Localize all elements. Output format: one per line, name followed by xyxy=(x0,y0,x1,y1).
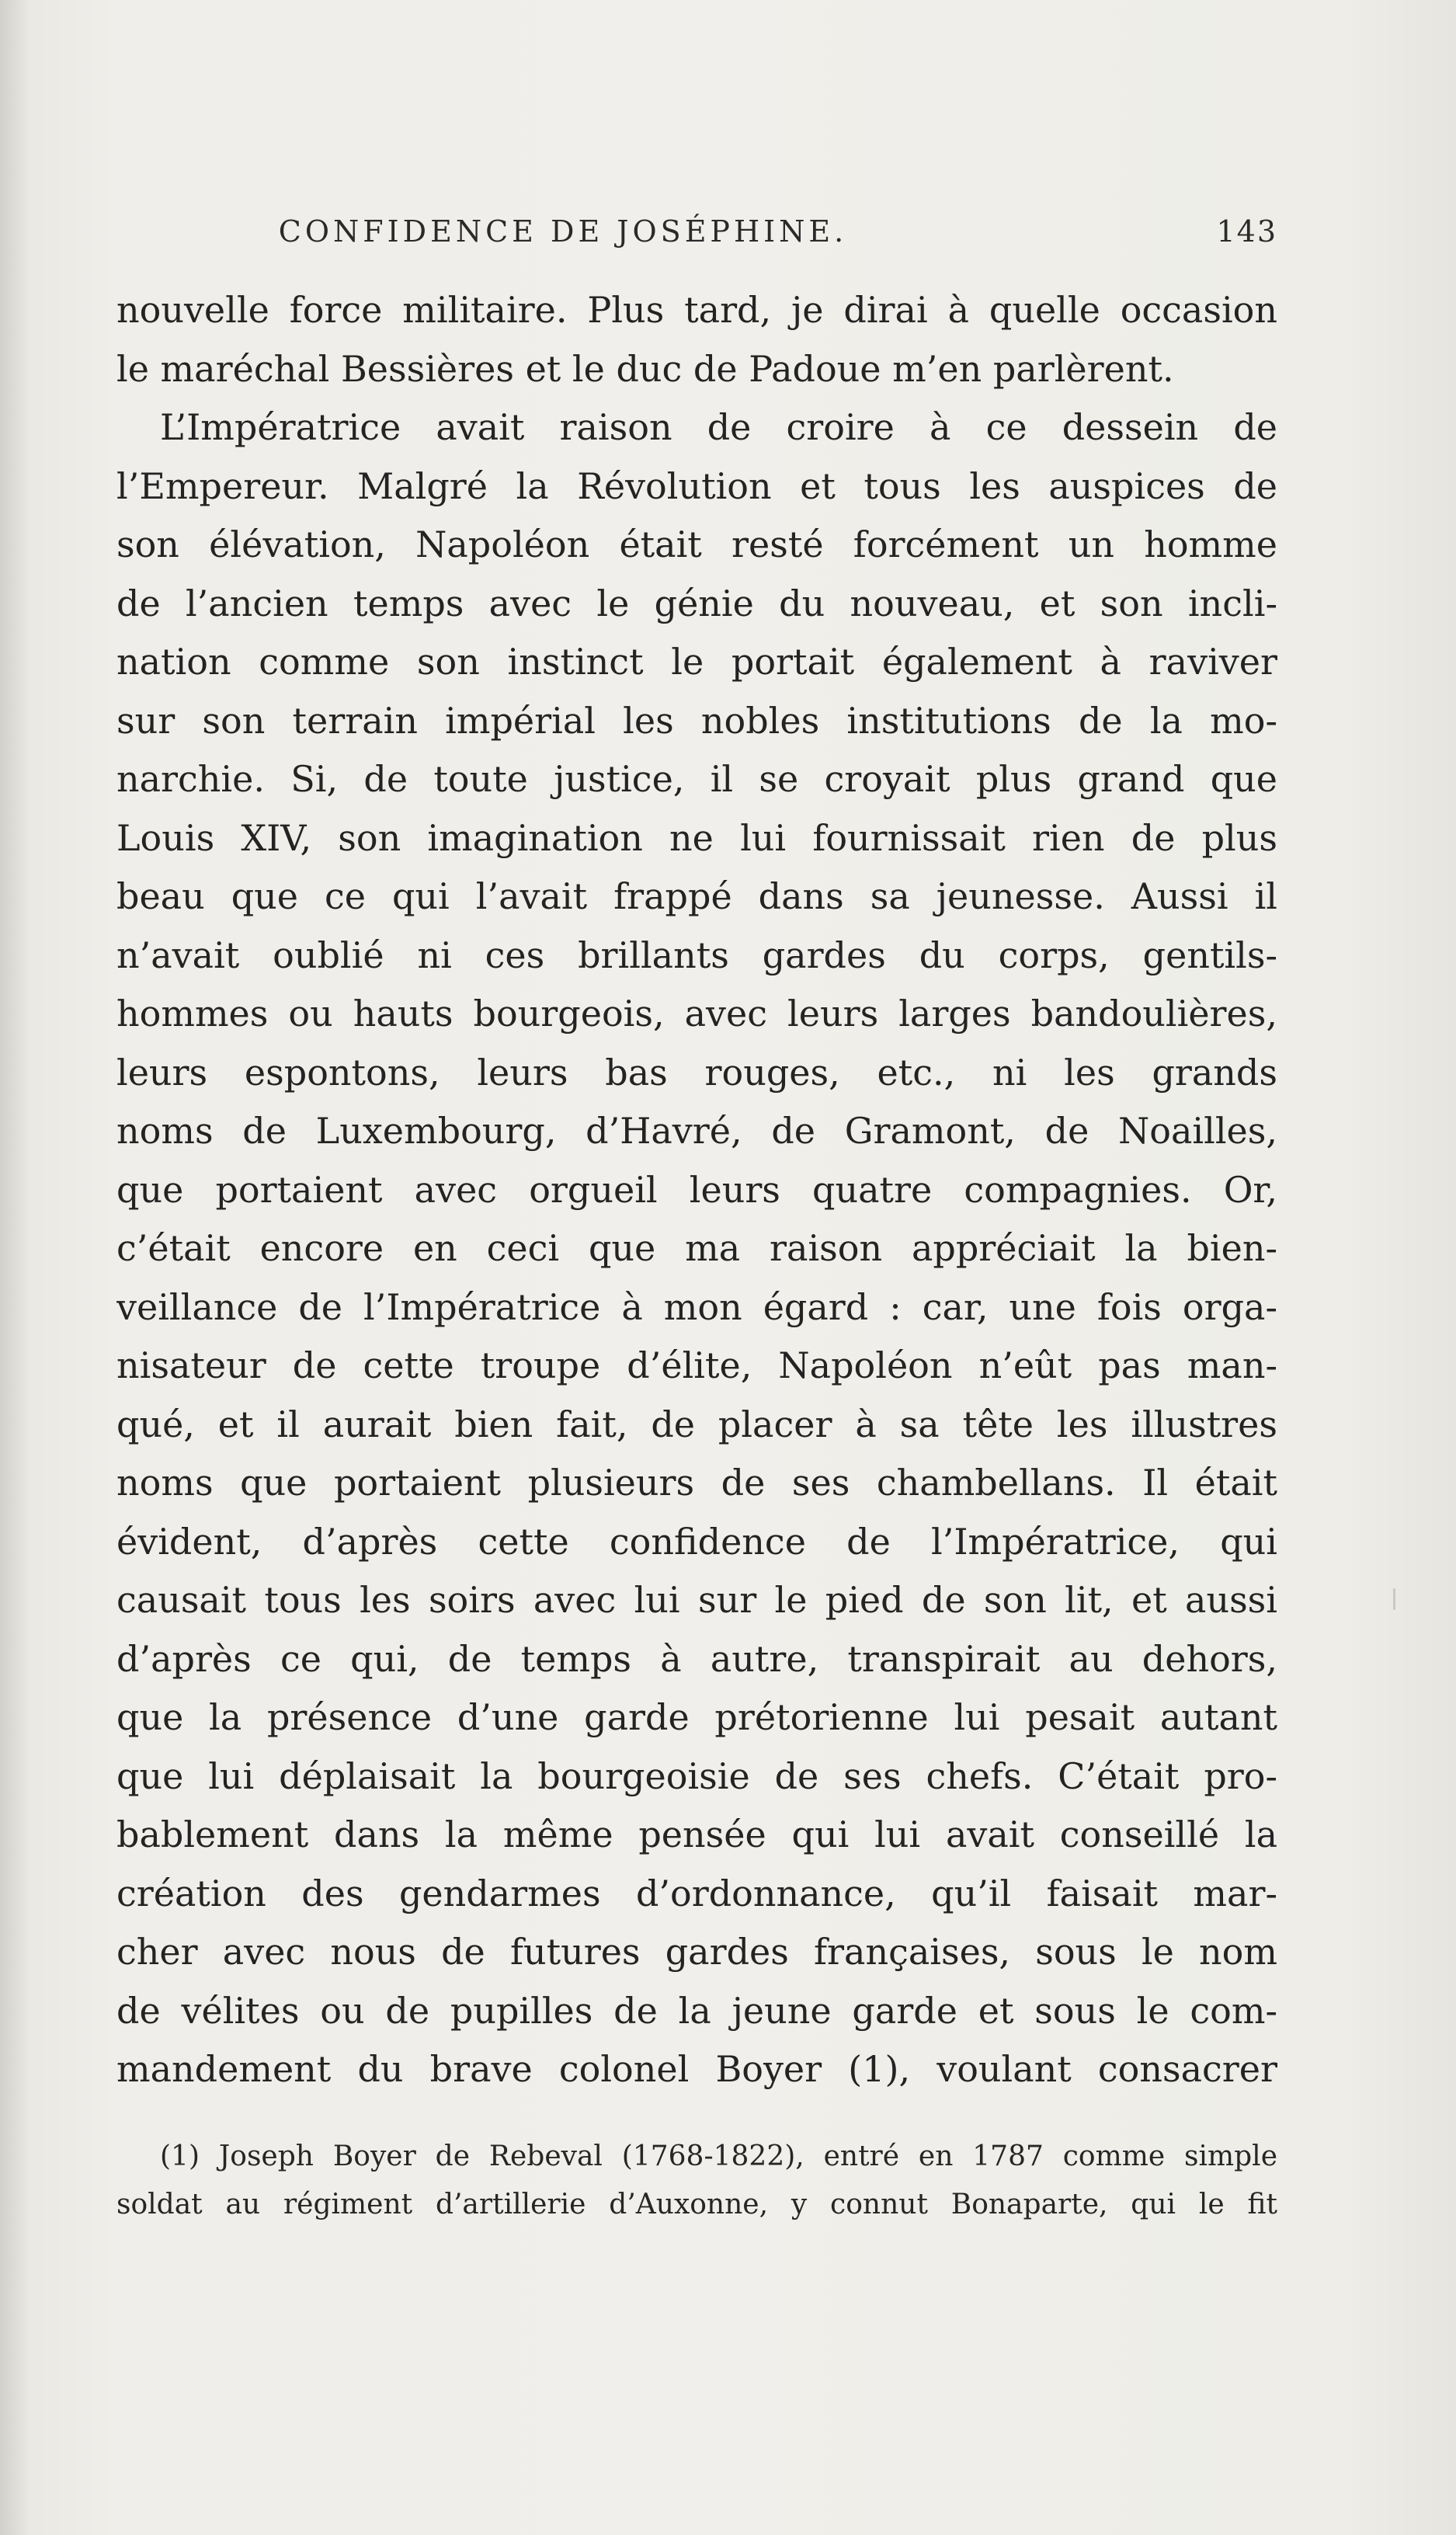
text-line: L’Impératrice avait raison de croire à ce dessein de xyxy=(160,406,1277,448)
text-line: le maréchal Bessières et le duc de Padoue m’en parlèrent. xyxy=(116,347,1174,390)
text-line: d’après ce qui, de temps à autre, transpirait au dehors, xyxy=(116,1637,1277,1680)
text-line: noms de Luxembourg, d’Havré, de Gramont, de Noailles, xyxy=(116,1110,1277,1152)
text-line: hommes ou hauts bourgeois, avec leurs larges bandoulières, xyxy=(116,993,1277,1035)
text-line: beau que ce qui l’avait frappé dans sa jeunesse. Aussi il xyxy=(116,875,1277,917)
text-line: c’était encore en ceci que ma raison appréciait la bien- xyxy=(116,1227,1277,1269)
footnote-line: (1) Joseph Boyer de Rebeval (1768-1822), entré en 1787 comme simple xyxy=(160,2140,1277,2172)
text-line: causait tous les soirs avec lui sur le pied de son lit, et aussi xyxy=(116,1579,1277,1621)
text-line: mandement du brave colonel Boyer (1), voulant consacrer xyxy=(116,2048,1277,2090)
text-line: veillance de l’Impératrice à mon égard : car, une fois orga- xyxy=(116,1285,1277,1328)
text-line: leurs espontons, leurs bas rouges, etc., ni les grands xyxy=(116,1051,1277,1094)
text-line: nouvelle force militaire. Plus tard, je dirai à quelle occasion xyxy=(116,289,1277,331)
text-line: bablement dans la même pensée qui lui avait conseillé la xyxy=(116,1813,1277,1855)
text-line: évident, d’après cette confidence de l’Impératrice, qui xyxy=(116,1520,1277,1563)
text-line: sur son terrain impérial les nobles institutions de la mo- xyxy=(116,699,1277,742)
text-line: création des gendarmes d’ordonnance, qu’il faisait mar- xyxy=(116,1872,1277,1914)
text-line: son élévation, Napoléon était resté forcément un homme xyxy=(116,523,1277,565)
margin-mark xyxy=(1393,1588,1395,1610)
page-number: 143 xyxy=(1216,214,1277,249)
text-line: l’Empereur. Malgré la Révolution et tous les auspices de xyxy=(116,464,1277,507)
text-line: nisateur de cette troupe d’élite, Napoléon n’eût pas man- xyxy=(116,1344,1277,1386)
text-line: que lui déplaisait la bourgeoisie de ses chefs. C’était pro- xyxy=(116,1754,1277,1797)
text-line: que la présence d’une garde prétorienne lui pesait autant xyxy=(116,1696,1277,1738)
text-line: noms que portaient plusieurs de ses chambellans. Il était xyxy=(116,1462,1277,1504)
body-text xyxy=(116,281,1277,2099)
text-line: de l’ancien temps avec le génie du nouveau, et son incli- xyxy=(116,582,1277,624)
page-header xyxy=(116,210,1277,264)
text-line: n’avait oublié ni ces brillants gardes du corps, gentils- xyxy=(116,934,1277,976)
text-line: de vélites ou de pupilles de la jeune garde et sous le com- xyxy=(116,1989,1277,2032)
footnotes xyxy=(116,2133,1277,2229)
text-line: que portaient avec orgueil leurs quatre compagnies. Or, xyxy=(116,1168,1277,1211)
text-line: Louis XIV, son imagination ne lui fournissait rien de plus xyxy=(116,816,1277,859)
text-line: cher avec nous de futures gardes françaises, sous le nom xyxy=(116,1931,1277,1973)
text-line: nation comme son instinct le portait également à raviver xyxy=(116,641,1277,683)
text-line: qué, et il aurait bien fait, de placer à sa tête les illustres xyxy=(116,1403,1277,1445)
footnote-line: soldat au régiment d’artillerie d’Auxonne, y connut Bonaparte, qui le fit xyxy=(116,2189,1277,2220)
gutter-shadow xyxy=(0,0,30,2535)
text-line: narchie. Si, de toute justice, il se croyait plus grand que xyxy=(116,758,1277,800)
running-head: CONFIDENCE DE JOSÉPHINE. xyxy=(278,214,848,249)
